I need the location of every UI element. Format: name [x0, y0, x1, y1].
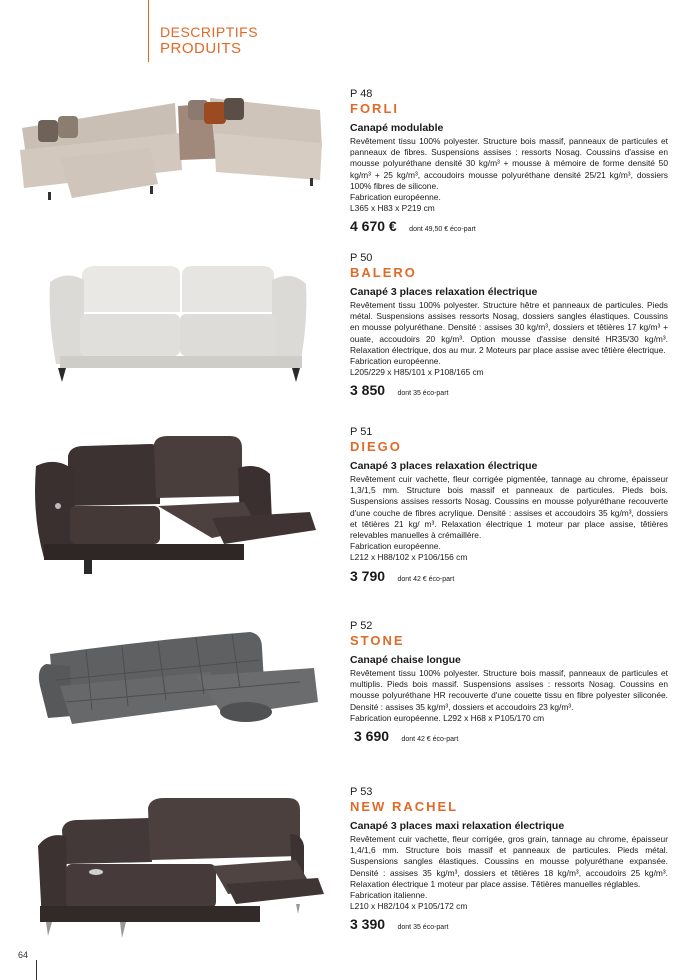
product-description: Revêtement tissu 100% polyester. Structure bois massif, panneaux de particules et multiplis. Pieds bois massif. Suspensions assises : ressorts Nosag. Coussins en mousse polyuréthane HR recouverte d'une couette tissu en fibre polyester siliconée. Densité : assises 35 kg/m³, dossiers et accoudoirs 23 kg/m³.	[350, 668, 668, 712]
product-origin: Fabrication européenne.	[350, 192, 441, 203]
product-name: STONE	[350, 633, 405, 648]
sofa-balero-image	[0, 252, 340, 392]
product-dimensions: L205/229 x H85/101 x P108/165 cm	[350, 367, 484, 378]
eco-part: dont 35 éco-part	[397, 924, 449, 932]
product-name: NEW RACHEL	[350, 799, 459, 814]
product-price: 3 790	[350, 567, 386, 584]
product-origin: Fabrication européenne.	[350, 356, 441, 367]
product-origin: Fabrication italienne.	[350, 890, 428, 901]
eco-part: dont 49,50 € éco-part	[409, 226, 476, 234]
folio-rule	[36, 960, 37, 980]
eco-part: dont 42 € éco-part	[397, 575, 455, 583]
product-type: Canapé chaise longue	[350, 654, 461, 666]
product-description: Revêtement cuir vachette, fleur corrigée, gros grain, tannage au chrome, épaisseur 1,4/1,6 mm. Structure bois massif et panneaux de particules. Pieds métal. Suspensions sangles élastiques. Coussins en mousse polyuréthane expansée. Densité : assises 35 kg/m³, dossiers et têtières 18 kg/m³, accoudoirs 25 kg/m³. Relaxation électrique 1 moteur par place assise. Têtières manuelles réglables.	[350, 834, 668, 889]
header-title-line1: DESCRIPTIFS	[160, 24, 259, 40]
product-stone-text	[350, 620, 668, 746]
product-forli-text	[350, 88, 668, 236]
product-name: FORLI	[350, 101, 399, 116]
eco-part: dont 35 éco-part	[397, 390, 449, 398]
product-type: Canapé modulable	[350, 122, 444, 134]
product-description: Revêtement tissu 100% polyester. Structure bois massif, panneaux de particules et panneaux de fibres. Suspensions assises : ressorts Nosag. Coussins d'assise en mousse polyuréthane densité 30 kg/m³ + mousse à mémoire de forme densité 50 kg/m³ + 25 kg/m³, accoudoirs mousse polyuréthane densité 25/21 kg/m³, dossiers 100% fibres de silicone.	[350, 136, 668, 191]
sofa-stone-image	[0, 620, 340, 740]
product-dimensions: L212 x H88/102 x P106/156 cm	[350, 552, 468, 563]
price-row	[350, 916, 668, 934]
product-type: Canapé 3 places relaxation électrique	[350, 286, 538, 298]
product-balero-text	[350, 252, 668, 400]
product-price: 4 670 €	[350, 218, 397, 235]
product-page-ref: P 53	[350, 786, 373, 798]
header-title-line2: PRODUITS	[160, 40, 242, 57]
product-price: 3 390	[350, 916, 386, 933]
product-description: Revêtement cuir vachette, fleur corrigée pigmentée, tannage au chrome, épaisseur 1,3/1,5 mm. Structure bois massif et panneaux de particules. Pieds bois. Suspensions assises ressorts Nosag. Coussins en mousse polyuréthane recouverte d'une couche de fibres acrylique. Densité : assises et accoudoirs 35 kg/m³, dossiers et têtières 21 kg/ m³. Relaxation électrique 1 moteur par place assise, têtières relevables manuelles à crémaillère.	[350, 474, 668, 541]
sofa-diego-image	[0, 426, 340, 586]
sofa-new-rachel-image	[0, 786, 340, 946]
product-type: Canapé 3 places maxi relaxation électrique	[350, 820, 565, 832]
product-page-ref: P 51	[350, 426, 373, 438]
product-page-ref: P 52	[350, 620, 373, 632]
product-dimensions: L210 x H82/104 x P105/172 cm	[350, 901, 468, 912]
product-origin-dimensions: Fabrication européenne. L292 x H68 x P105/170 cm	[350, 712, 545, 723]
product-page-ref: P 48	[350, 88, 373, 100]
price-row	[350, 218, 668, 236]
product-name: DIEGO	[350, 439, 402, 454]
product-price: 3 690	[354, 728, 390, 745]
product-price: 3 850	[350, 382, 386, 399]
product-origin: Fabrication européenne.	[350, 541, 441, 552]
product-name: BALERO	[350, 265, 417, 280]
product-diego-text	[350, 426, 668, 586]
price-row	[350, 568, 668, 586]
product-type: Canapé 3 places relaxation électrique	[350, 460, 538, 472]
price-row	[350, 728, 668, 746]
eco-part: dont 42 € éco-part	[401, 736, 459, 744]
product-new-rachel-text	[350, 786, 668, 934]
sofa-forli-image	[0, 88, 340, 218]
page-number: 64	[18, 950, 29, 960]
product-page-ref: P 50	[350, 252, 373, 264]
price-row	[350, 382, 668, 400]
product-description: Revêtement tissu 100% polyester. Structure hêtre et panneaux de particules. Pieds métal. Suspensions assises ressorts Nosag, dossiers sangles élastiques. Coussins en mousse polyuréthane. Densité : assises 30 kg/m³, dossiers et têtières 17 kg/m³ + ouate, accoudoirs 20 kg/m³. Option mousse d'assise densité HR35/30 kg/m³. Relaxation électrique, dos au mur. 2 Moteurs par place assise avec têtière électrique.	[350, 300, 668, 355]
header-rule	[148, 0, 149, 62]
product-dimensions: L365 x H83 x P219 cm	[350, 203, 435, 214]
